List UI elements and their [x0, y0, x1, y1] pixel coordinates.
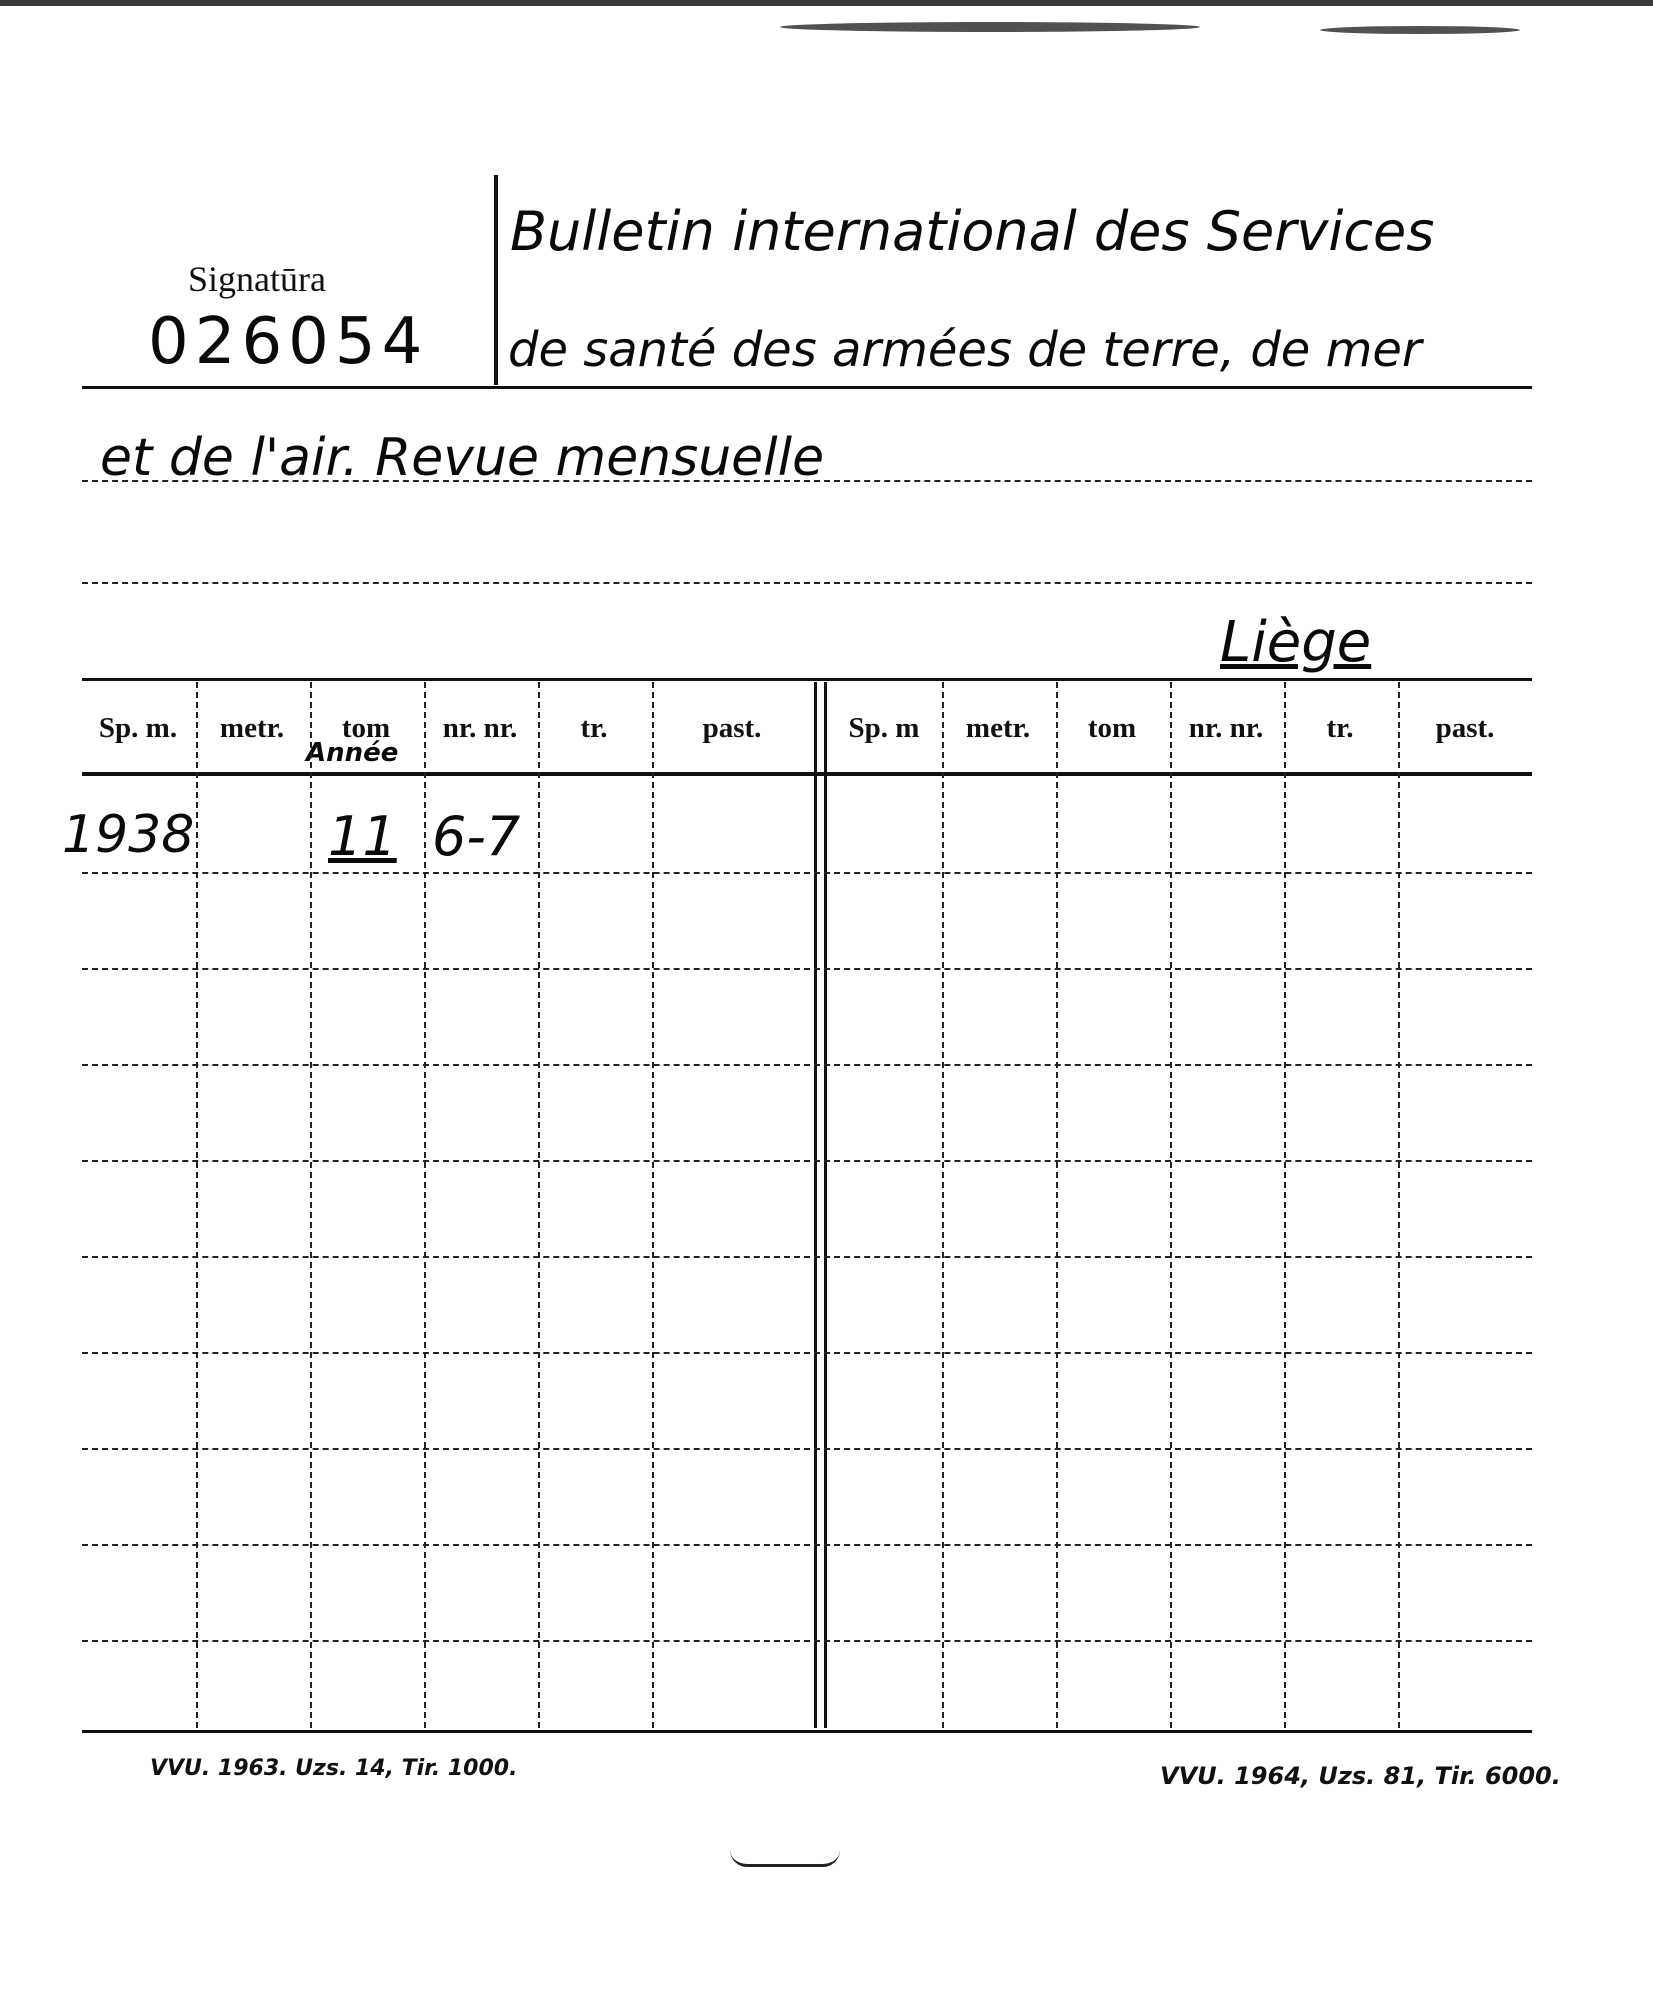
row-line — [82, 968, 1532, 970]
header-metr-left: metr. — [219, 712, 285, 744]
table-bottom-rule — [82, 1730, 1532, 1733]
header-tom-right: tom — [1087, 712, 1137, 744]
col-line — [424, 682, 426, 1728]
col-line — [652, 682, 654, 1728]
ink-smudge — [780, 22, 1200, 32]
header-past-right: past. — [1435, 712, 1495, 744]
table-header-rule — [82, 772, 1532, 776]
header-tr-right: tr. — [1326, 712, 1354, 744]
row-line — [82, 1352, 1532, 1354]
footer-right: VVU. 1964, Uzs. 81, Tir. 6000. — [1160, 1762, 1561, 1790]
row-line — [82, 872, 1532, 874]
col-line — [1056, 682, 1058, 1728]
header-tr-left: tr. — [580, 712, 608, 744]
row-line — [82, 1064, 1532, 1066]
signature-label: Signatūra — [188, 259, 326, 299]
bottom-mark — [730, 1850, 840, 1867]
blank-rule — [82, 582, 1532, 584]
row-1-tom: 11 — [328, 805, 397, 868]
signature-underline — [82, 386, 1532, 389]
header-tom-left: tom — [341, 712, 391, 744]
title-rule — [82, 480, 1532, 482]
header-past-left: past. — [702, 712, 762, 744]
title-line-3: et de l'air. Revue mensuelle — [100, 428, 825, 488]
col-line — [1398, 682, 1400, 1728]
col-line — [196, 682, 198, 1728]
header-nr-nr-right: nr. nr. — [1188, 712, 1264, 744]
header-sp-m-left: Sp. m. — [98, 712, 178, 744]
col-line — [538, 682, 540, 1728]
row-1-sp-m: 1938 — [62, 805, 195, 865]
col-line — [1170, 682, 1172, 1728]
row-line — [82, 1160, 1532, 1162]
row-line — [82, 1640, 1532, 1642]
header-nr-nr-left: nr. nr. — [442, 712, 518, 744]
footer-left: VVU. 1963. Uzs. 14, Tir. 1000. — [150, 1756, 518, 1781]
signature-number: 026054 — [148, 305, 429, 379]
place: Liège — [1220, 610, 1372, 675]
row-1-nr-nr: 6-7 — [432, 805, 521, 868]
col-line — [942, 682, 944, 1728]
title-line-2: de santé des armées de terre, de mer — [508, 322, 1422, 378]
row-line — [82, 1448, 1532, 1450]
header-tom-overwrite: Année — [306, 738, 399, 768]
row-line — [82, 1544, 1532, 1546]
col-line — [310, 682, 312, 1728]
center-double-line — [814, 682, 817, 1728]
title-divider — [494, 175, 498, 385]
row-line — [82, 1256, 1532, 1258]
title-line-1: Bulletin international des Services — [510, 200, 1435, 263]
table-top-rule — [82, 678, 1532, 681]
col-line — [1284, 682, 1286, 1728]
header-sp-m-right: Sp. m — [848, 712, 920, 744]
header-metr-right: metr. — [965, 712, 1031, 744]
center-double-line — [824, 682, 827, 1728]
ink-smudge — [1320, 26, 1520, 34]
